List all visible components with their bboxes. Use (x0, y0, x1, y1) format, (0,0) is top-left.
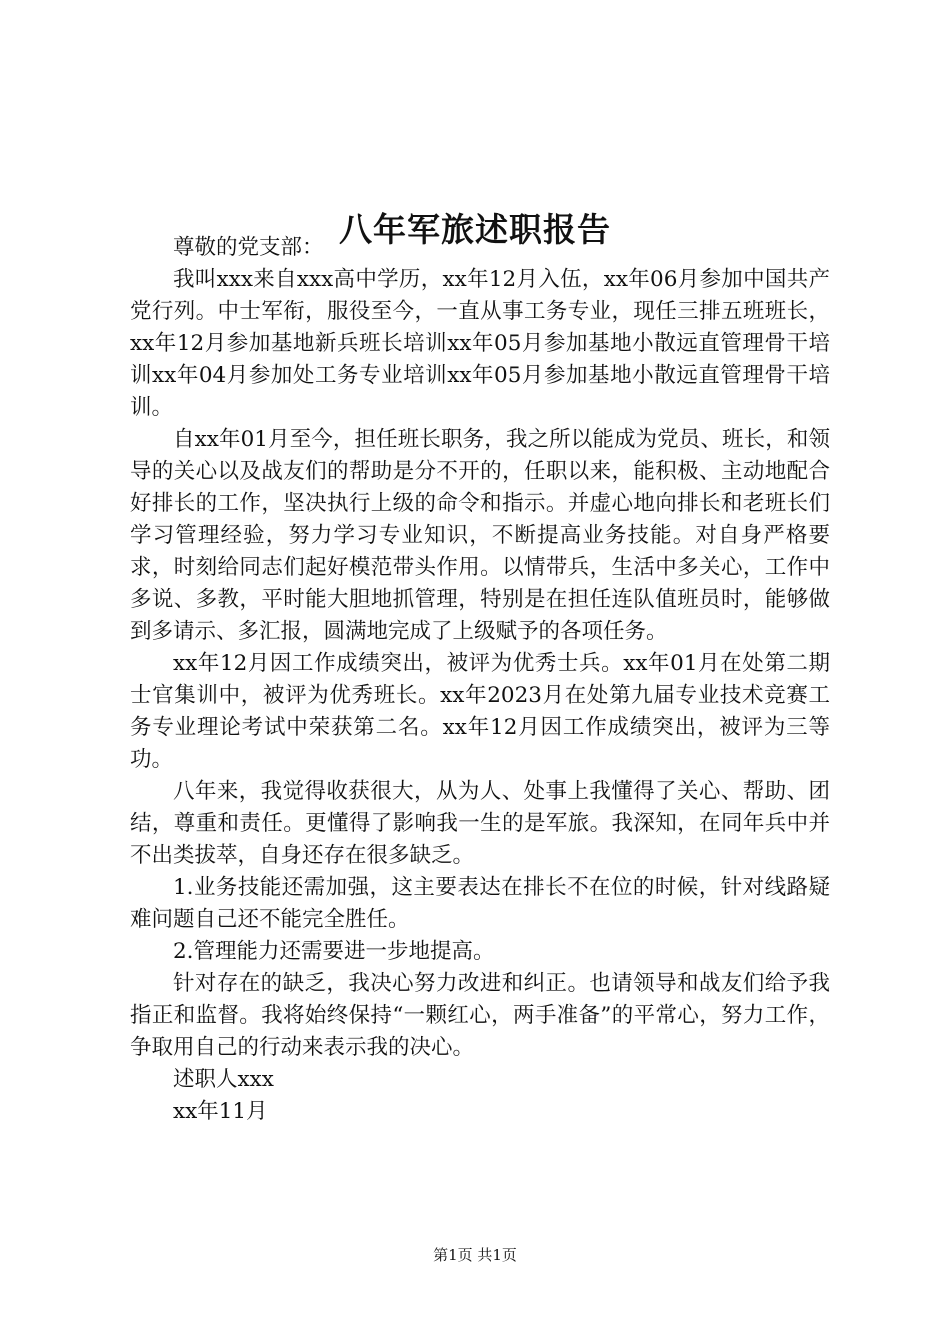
paragraph-honors: xx年12月因工作成绩突出，被评为优秀士兵。xx年01月在处第二期士官集训中，被评为优秀班长。xx年2023月在处第九届专业技术竞赛工务专业理论考试中荣获第二名。xx年12月因工作成绩突出，被评为三等功。 (130, 651, 830, 772)
paragraph-duty: 自xx年01月至今，担任班长职务，我之所以能成为党员、班长，和领导的关心以及战友们的帮助是分不开的，任职以来，能积极、主动地配合好排长的工作，坚决执行上级的命令和指示。并虚心地向排长和老班长们学习管理经验，努力学习专业知识，不断提高业务技能。对自身严格要求，时刻给同志们起好模范带头作用。以情带兵，生活中多关心，工作中多说、多教，平时能大胆地抓管理，特别是在担任连队值班员时，能够做到多请示、多汇报，圆满地完成了上级赋予的各项任务。 (130, 427, 830, 644)
paragraph-shortcoming-2: 2.管理能力还需要进一步地提高。 (173, 939, 495, 964)
document-title: 八年军旅述职报告 (339, 210, 611, 250)
paragraph-shortcoming-1: 1.业务技能还需加强，这主要表达在排长不在位的时候，针对线路疑难问题自己还不能完全胜任。 (130, 875, 830, 932)
paragraph-intro: 我叫xxx来自xxx高中学历，xx年12月入伍，xx年06月参加中国共产党行列。中士军衔，服役至今，一直从事工务专业，现任三排五班班长，xx年12月参加基地新兵班长培训xx年05月参加基地小散远直管理骨干培训xx年04月参加处工务专业培训xx年05月参加基地小散远直管理骨干培训。 (130, 267, 830, 420)
date-line: xx年11月 (173, 1099, 268, 1124)
page-footer: 第1页 共1页 (433, 1246, 517, 1264)
paragraph-reflection: 八年来，我觉得收获很大，从为人、处事上我懂得了关心、帮助、团结，尊重和责任。更懂得了影响我一生的是军旅。我深知，在同年兵中并不出类拔萃，自身还存在很多缺乏。 (130, 779, 830, 868)
signature: 述职人xxx (173, 1067, 274, 1092)
paragraph-resolution: 针对存在的缺乏，我决心努力改进和纠正。也请领导和战友们给予我指正和监督。我将始终保持“一颗红心，两手准备”的平常心，努力工作，争取用自己的行动来表示我的决心。 (130, 971, 830, 1060)
salutation: 尊敬的党支部： (173, 235, 324, 260)
document-body (130, 232, 830, 1128)
